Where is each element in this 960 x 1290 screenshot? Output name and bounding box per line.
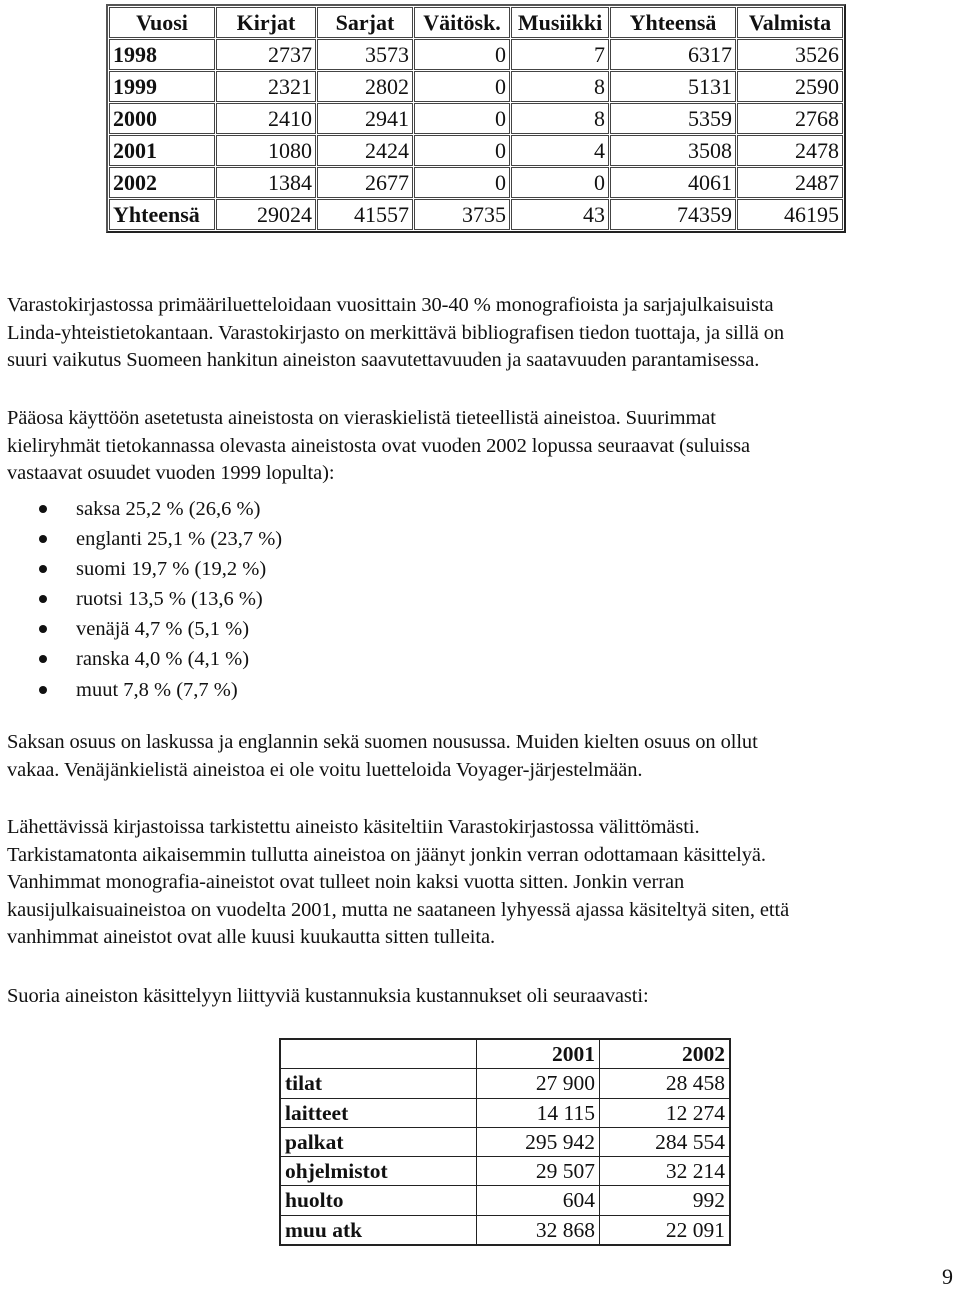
bullet-icon [39, 505, 47, 513]
text-line: suuri vaikutus Suomeen hankitun aineiston saavutettavuuden ja saatavuuden parantamisessa. [7, 349, 760, 371]
list-item-text: venäjä 4,7 % (5,1 %) [76, 618, 250, 641]
stats-cell: 2478 [737, 135, 843, 166]
cost-cell: 604 [477, 1186, 600, 1215]
stats-total-row [109, 199, 843, 230]
cost-cell: tilat [280, 1069, 477, 1098]
bullet-icon [39, 655, 47, 663]
stats-cell: 74359 [610, 199, 736, 230]
text-line: vastaavat osuudet vuoden 1999 lopulta): [7, 462, 335, 484]
paragraph-trends [7, 729, 947, 784]
text-line: Saksan osuus on laskussa ja englannin sekä suomen nousussa. Muiden kielten osuus on ollut [7, 731, 758, 753]
cost-header-row [280, 1039, 730, 1069]
bullet-icon [39, 565, 47, 573]
cost-cell: palkat [280, 1127, 477, 1156]
stats-cell: 5131 [610, 71, 736, 102]
bullet-icon [39, 686, 47, 694]
stats-row [109, 39, 843, 70]
cost-cell: 992 [600, 1186, 731, 1215]
cost-table [279, 1038, 731, 1246]
stats-cell: 2410 [216, 103, 316, 134]
stats-row [109, 167, 843, 198]
stats-cell: 2000 [109, 103, 215, 134]
cost-row [280, 1157, 730, 1186]
stats-cell: 41557 [317, 199, 413, 230]
stats-cell: 2002 [109, 167, 215, 198]
stats-cell: 1999 [109, 71, 215, 102]
stats-cell: 2737 [216, 39, 316, 70]
bullet-icon [39, 535, 47, 543]
stats-cell: 8 [511, 71, 609, 102]
list-item [36, 644, 282, 674]
paragraph-cataloguing [7, 292, 947, 375]
text-line: vakaa. Venäjänkielistä aineistoa ei ole voitu luetteloida Voyager-järjestelmään. [7, 758, 643, 781]
stats-cell: 3526 [737, 39, 843, 70]
cost-cell: 14 115 [477, 1098, 600, 1127]
stats-cell: 1384 [216, 167, 316, 198]
cost-cell: 12 274 [600, 1098, 731, 1127]
stats-cell: 4 [511, 135, 609, 166]
text-line: Pääosa käyttöön asetetusta aineistosta on vieraskielistä tieteellistä aineistoa. Suurimmat [7, 407, 716, 429]
stats-header-row [109, 7, 843, 38]
stats-cell: 1998 [109, 39, 215, 70]
cost-cell: 284 554 [600, 1127, 731, 1156]
stats-cell: 0 [414, 135, 510, 166]
cost-header-cell [280, 1039, 477, 1069]
stats-table [106, 4, 846, 233]
stats-row [109, 103, 843, 134]
stats-cell: 7 [511, 39, 609, 70]
stats-cell: 4061 [610, 167, 736, 198]
cost-cell: laitteet [280, 1098, 477, 1127]
text-line: Suoria aineiston käsittelyyn liittyviä kustannuksia kustannukset oli seuraavasti: [7, 985, 649, 1007]
stats-cell: 2487 [737, 167, 843, 198]
stats-cell: 0 [414, 71, 510, 102]
stats-cell: 2768 [737, 103, 843, 134]
stats-cell: 2590 [737, 71, 843, 102]
stats-cell: 46195 [737, 199, 843, 230]
list-item-text: muut 7,8 % (7,7 %) [76, 678, 238, 701]
paragraph-costs-intro [7, 983, 947, 1011]
stats-cell: 0 [414, 167, 510, 198]
stats-cell: 0 [414, 103, 510, 134]
text-line: Tarkistamatonta aikaisemmin tullutta aineistoa on jäänyt jonkin verran odottamaan käsittelyä. [7, 843, 766, 866]
stats-cell: 0 [414, 39, 510, 70]
stats-cell: Yhteensä [109, 199, 215, 230]
cost-row [280, 1215, 730, 1245]
stats-row [109, 135, 843, 166]
list-item [36, 524, 282, 554]
list-item [36, 584, 282, 614]
page-number: 9 [942, 1264, 953, 1289]
stats-cell: 3735 [414, 199, 510, 230]
text-line: Varastokirjastossa primääriluetteloidaan vuosittain 30-40 % monografioista ja sarjajulkaisuista [7, 294, 774, 316]
language-list [36, 494, 282, 705]
cost-cell: 27 900 [477, 1069, 600, 1098]
list-item [36, 554, 282, 584]
stats-cell: 8 [511, 103, 609, 134]
cost-cell: 295 942 [477, 1127, 600, 1156]
cost-row [280, 1069, 730, 1098]
stats-cell: 0 [511, 167, 609, 198]
stats-cell: 43 [511, 199, 609, 230]
stats-header-cell: Sarjat [317, 7, 413, 38]
stats-cell: 5359 [610, 103, 736, 134]
list-item [36, 675, 282, 705]
stats-cell: 6317 [610, 39, 736, 70]
text-line: Lähettävissä kirjastoissa tarkistettu aineisto käsiteltiin Varastokirjastossa välittömästi. [7, 816, 700, 838]
stats-header-cell: Väitösk. [414, 7, 510, 38]
cost-header-cell: 2001 [477, 1039, 600, 1069]
stats-row [109, 71, 843, 102]
cost-cell: 29 507 [477, 1157, 600, 1186]
list-item-text: ranska 4,0 % (4,1 %) [76, 648, 250, 671]
stats-cell: 2424 [317, 135, 413, 166]
stats-header-cell: Valmista [737, 7, 843, 38]
text-line: vanhimmat aineistot ovat alle kuusi kuukautta sitten tulleita. [7, 926, 495, 948]
cost-row [280, 1186, 730, 1215]
stats-header-cell: Musiikki [511, 7, 609, 38]
list-item-text: suomi 19,7 % (19,2 %) [76, 558, 267, 581]
paragraph-processing [7, 814, 947, 952]
stats-cell: 3573 [317, 39, 413, 70]
stats-header-cell: Vuosi [109, 7, 215, 38]
cost-cell: 32 214 [600, 1157, 731, 1186]
bullet-icon [39, 595, 47, 603]
cost-cell: huolto [280, 1186, 477, 1215]
stats-cell: 2677 [317, 167, 413, 198]
cost-header-cell: 2002 [600, 1039, 731, 1069]
text-line: kieliryhmät tietokannassa olevasta aineistosta ovat vuoden 2002 lopussa seuraavat (suluissa [7, 434, 750, 457]
list-item [36, 494, 282, 524]
stats-header-cell: Yhteensä [610, 7, 736, 38]
stats-cell: 2001 [109, 135, 215, 166]
bullet-icon [39, 625, 47, 633]
cost-row [280, 1127, 730, 1156]
stats-cell: 1080 [216, 135, 316, 166]
stats-cell: 2321 [216, 71, 316, 102]
cost-cell: muu atk [280, 1215, 477, 1245]
text-line: kausijulkaisuaineistoa on vuodelta 2001, mutta ne saataneen lyhyessä ajassa käsiteltyä siten, että [7, 898, 790, 921]
cost-cell: 22 091 [600, 1215, 731, 1245]
paragraph-languages-intro [7, 405, 947, 488]
cost-cell: 28 458 [600, 1069, 731, 1098]
list-item-text: ruotsi 13,5 % (13,6 %) [76, 588, 263, 611]
cost-cell: 32 868 [477, 1215, 600, 1245]
stats-cell: 29024 [216, 199, 316, 230]
cost-cell: ohjelmistot [280, 1157, 477, 1186]
text-line: Vanhimmat monografia-aineistot ovat tulleet noin kaksi vuotta sitten. Jonkin verran [7, 871, 685, 893]
stats-cell: 3508 [610, 135, 736, 166]
list-item-text: englanti 25,1 % (23,7 %) [76, 528, 283, 551]
stats-header-cell: Kirjat [216, 7, 316, 38]
text-line: Linda-yhteistietokantaan. Varastokirjasto on merkittävä bibliografisen tiedon tuottaja, ja sillä on [7, 321, 785, 344]
list-item [36, 614, 282, 644]
stats-cell: 2802 [317, 71, 413, 102]
cost-row [280, 1098, 730, 1127]
list-item-text: saksa 25,2 % (26,6 %) [76, 498, 261, 520]
stats-cell: 2941 [317, 103, 413, 134]
